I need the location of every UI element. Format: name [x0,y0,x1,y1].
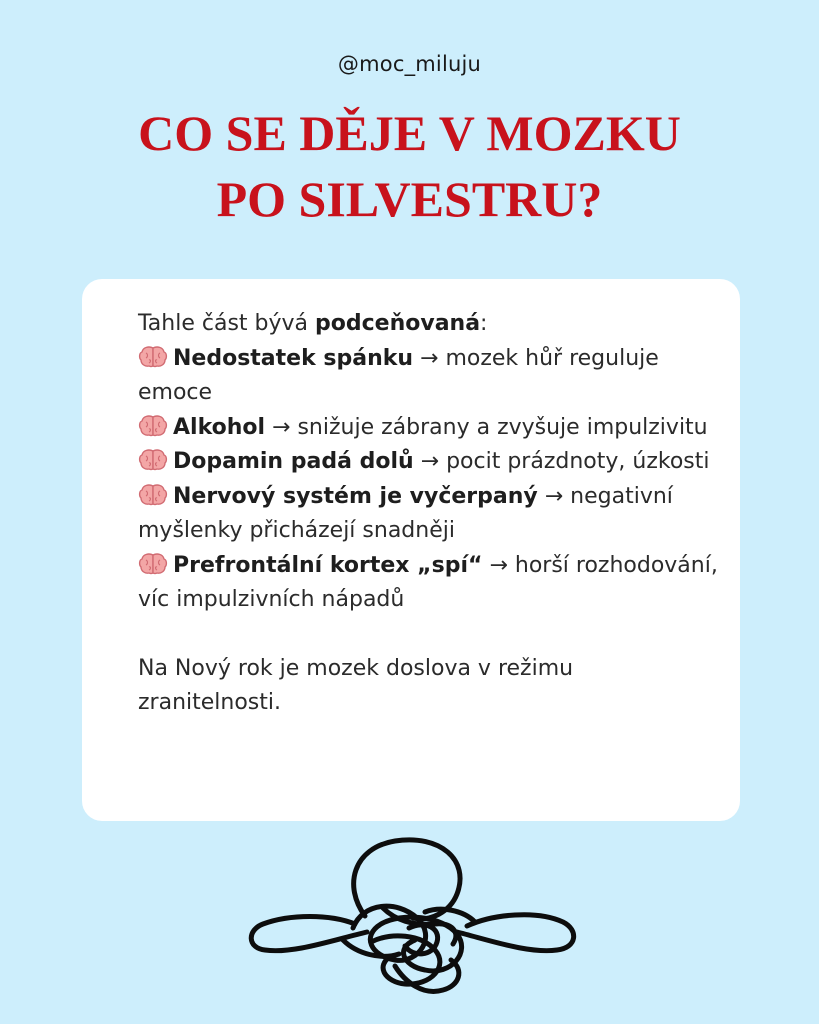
list-item [138,342,718,411]
intro-text-emphasis: podceňovaná [315,311,481,336]
page-title-line-1: CO SE DĚJE V MOZKU [138,105,681,161]
list-item-term: Nervový systém je vyčerpaný [173,483,538,509]
tangled-scribble-icon [245,836,580,1001]
intro-text-start: Tahle část bývá [138,311,315,336]
list-item [138,480,718,549]
page-title-line-2: PO SILVESTRU? [216,171,603,227]
closing-text: Na Nový rok je mozek doslova v režimu zranitelnosti. [138,655,574,715]
intro-text-end: : [480,311,488,336]
brain-icon [138,414,168,438]
info-card-content [138,307,718,721]
brain-icon [138,552,168,576]
info-card [82,279,740,821]
brain-icon [138,345,168,369]
list-item-description: → negativní myšlenky přicházejí snadněji [138,483,673,543]
list-item-description: → pocit prázdnoty, úzkosti [413,449,710,474]
list-item-term: Alkohol [173,414,266,440]
intro-text [138,307,718,342]
list-item [138,411,718,446]
list-item-term: Prefrontální kortex „spí“ [173,552,483,578]
brain-icon [138,448,168,472]
list-item-description: → snižuje zábrany a zvyšuje impulzivitu [265,414,708,440]
list-item-term: Nedostatek spánku [173,345,414,371]
list-item-description: → mozek hůř reguluje emoce [138,345,659,405]
paragraph-spacer [138,618,718,652]
list-item [138,549,718,618]
page-title [0,100,819,232]
list-item [138,445,718,480]
list-item-description: → horší rozhodování, víc impulzivních nápadů [138,552,718,612]
account-handle: @moc_miluju [337,52,482,76]
brain-icon [138,483,168,507]
list-item-term: Dopamin padá dolů [173,449,414,474]
